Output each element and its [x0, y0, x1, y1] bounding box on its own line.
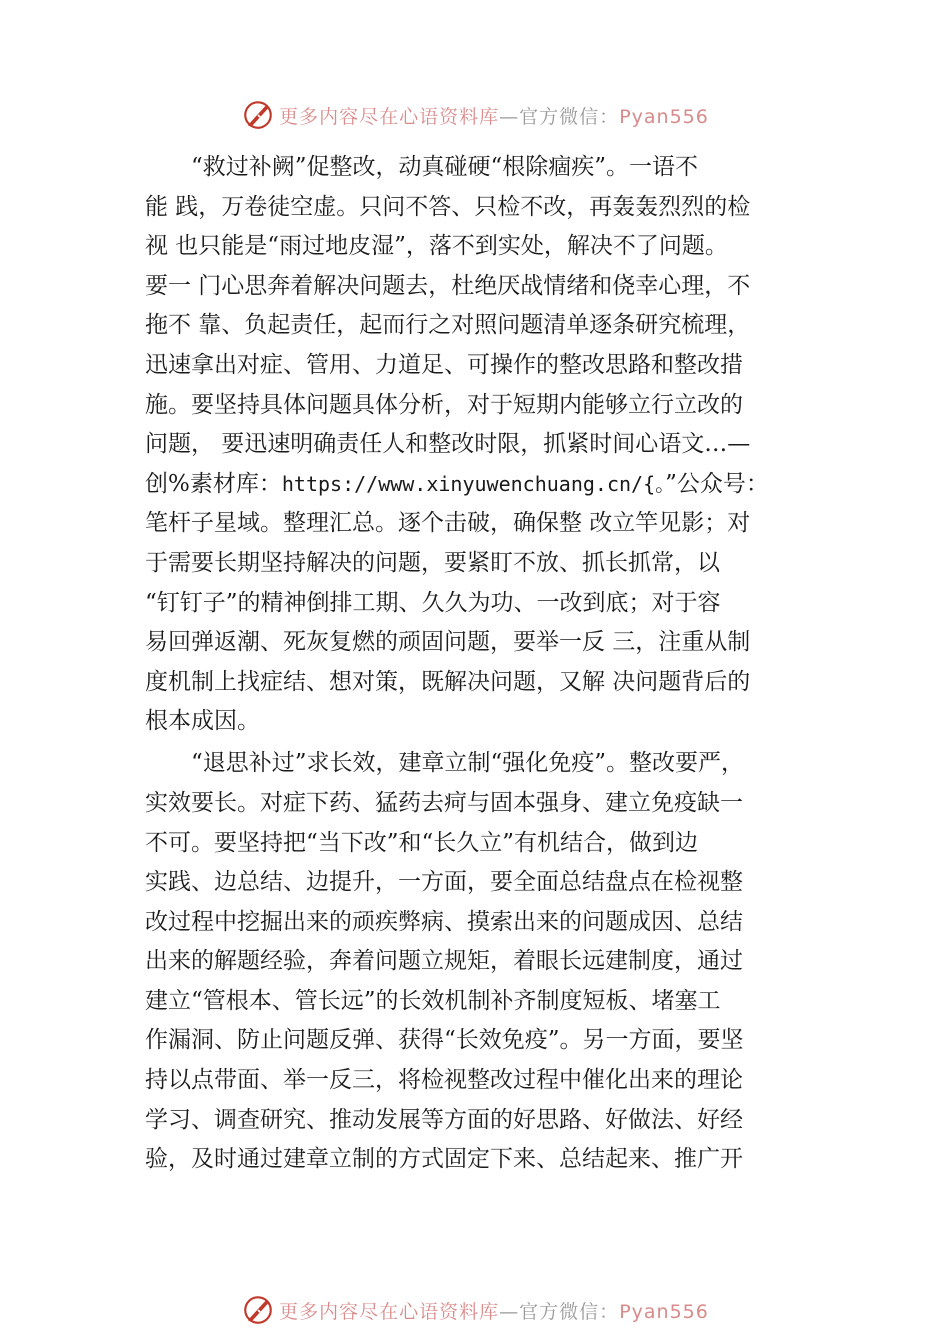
quill-pen-logo-icon [241, 1293, 275, 1327]
text-line: 迅速拿出对症、管用、力道足、可操作的整改思路和整改措 [145, 351, 743, 378]
text-line: 易回弹返潮、死灰复燃的顽固问题，要举一反 三，注重从制 [145, 629, 751, 656]
banner-title: 更多内容尽在心语资料库—官方微信：Pyan556 [279, 105, 709, 128]
footer-banner [0, 1290, 950, 1330]
text-line: 施。要坚持具体问题具体分析，对于短期内能够立行立改的 [145, 391, 743, 418]
text-line: 作漏洞、防止问题反弹、获得“长效免疫”。另一方面，要坚 [145, 1027, 744, 1054]
text-line: 能 践，万卷徒空虚。只问不答、只检不改，再轰轰烈烈的检 [145, 193, 751, 220]
text-line: “救过补阙”促整改，动真碰硬“根除痼疾”。一语不 [191, 154, 699, 180]
paragraph-1 [145, 148, 825, 742]
text-line: 持以点带面、举一反三，将检视整改过程中催化出来的理论 [145, 1067, 743, 1094]
text-line: 问题， 要迅速明确责任人和整改时限，抓紧时间心语文…— [145, 431, 751, 458]
text-line: 出来的解题经验，奔着问题立规矩，着眼长远建制度，通过 [145, 948, 743, 975]
text-line: 学习、调查研究、推动发展等方面的好思路、好做法、好经 [145, 1106, 743, 1133]
text-line-url: 创%素材库：https://www.xinyuwenchuang.cn/{。”公众号： [145, 470, 769, 497]
text-line: 笔杆子星域。整理汇总。逐个击破，确保整 改立竿见影；对 [145, 510, 751, 537]
text-line: 于需要长期坚持解决的问题，要紧盯不放、抓长抓常，以 [145, 549, 720, 576]
url-text: https://www.xinyuwenchuang.cn/{。 [281, 471, 666, 496]
text-line: 实践、边总结、边提升，一方面，要全面总结盘点在检视整 [145, 869, 743, 896]
text-line: “退思补过”求长效，建章立制“强化免疫”。整改要严， [191, 749, 745, 776]
text-line: 根本成因。 [145, 708, 260, 735]
text-line: “钉钉子”的精神倒排工期、久久为功、一改到底；对于容 [145, 589, 721, 616]
text-line: 要一 门心思奔着解决问题去，杜绝厌战情绪和侥幸心理，不 [145, 272, 751, 299]
text-line: 不可。要坚持把“当下改”和“长久立”有机结合，做到边 [145, 829, 699, 856]
text-line: 度机制上找症结、想对策，既解决问题，又解 决问题背后的 [145, 668, 751, 695]
text-line: 拖不 靠、负起责任，起而行之对照问题清单逐条研究梳理， [145, 312, 751, 339]
document-body [145, 148, 825, 1180]
quill-pen-logo-icon [241, 98, 275, 132]
text-line: 视 也只能是“雨过地皮湿”，落不到实处，解决不了问题。 [145, 233, 728, 260]
header-banner [0, 95, 950, 135]
text-line: 验，及时通过建章立制的方式固定下来、总结起来、推广开 [145, 1146, 743, 1173]
text-line: 实效要长。对症下药、猛药去疴与固本强身、建立免疫缺一 [145, 789, 743, 816]
banner-title: 更多内容尽在心语资料库—官方微信：Pyan556 [279, 1300, 709, 1323]
text-line: 改过程中挖掘出来的顽疾弊病、摸索出来的问题成因、总结 [145, 908, 743, 935]
text-line: 建立“管根本、管长远”的长效机制补齐制度短板、堵塞工 [145, 987, 721, 1014]
paragraph-2 [145, 742, 825, 1180]
